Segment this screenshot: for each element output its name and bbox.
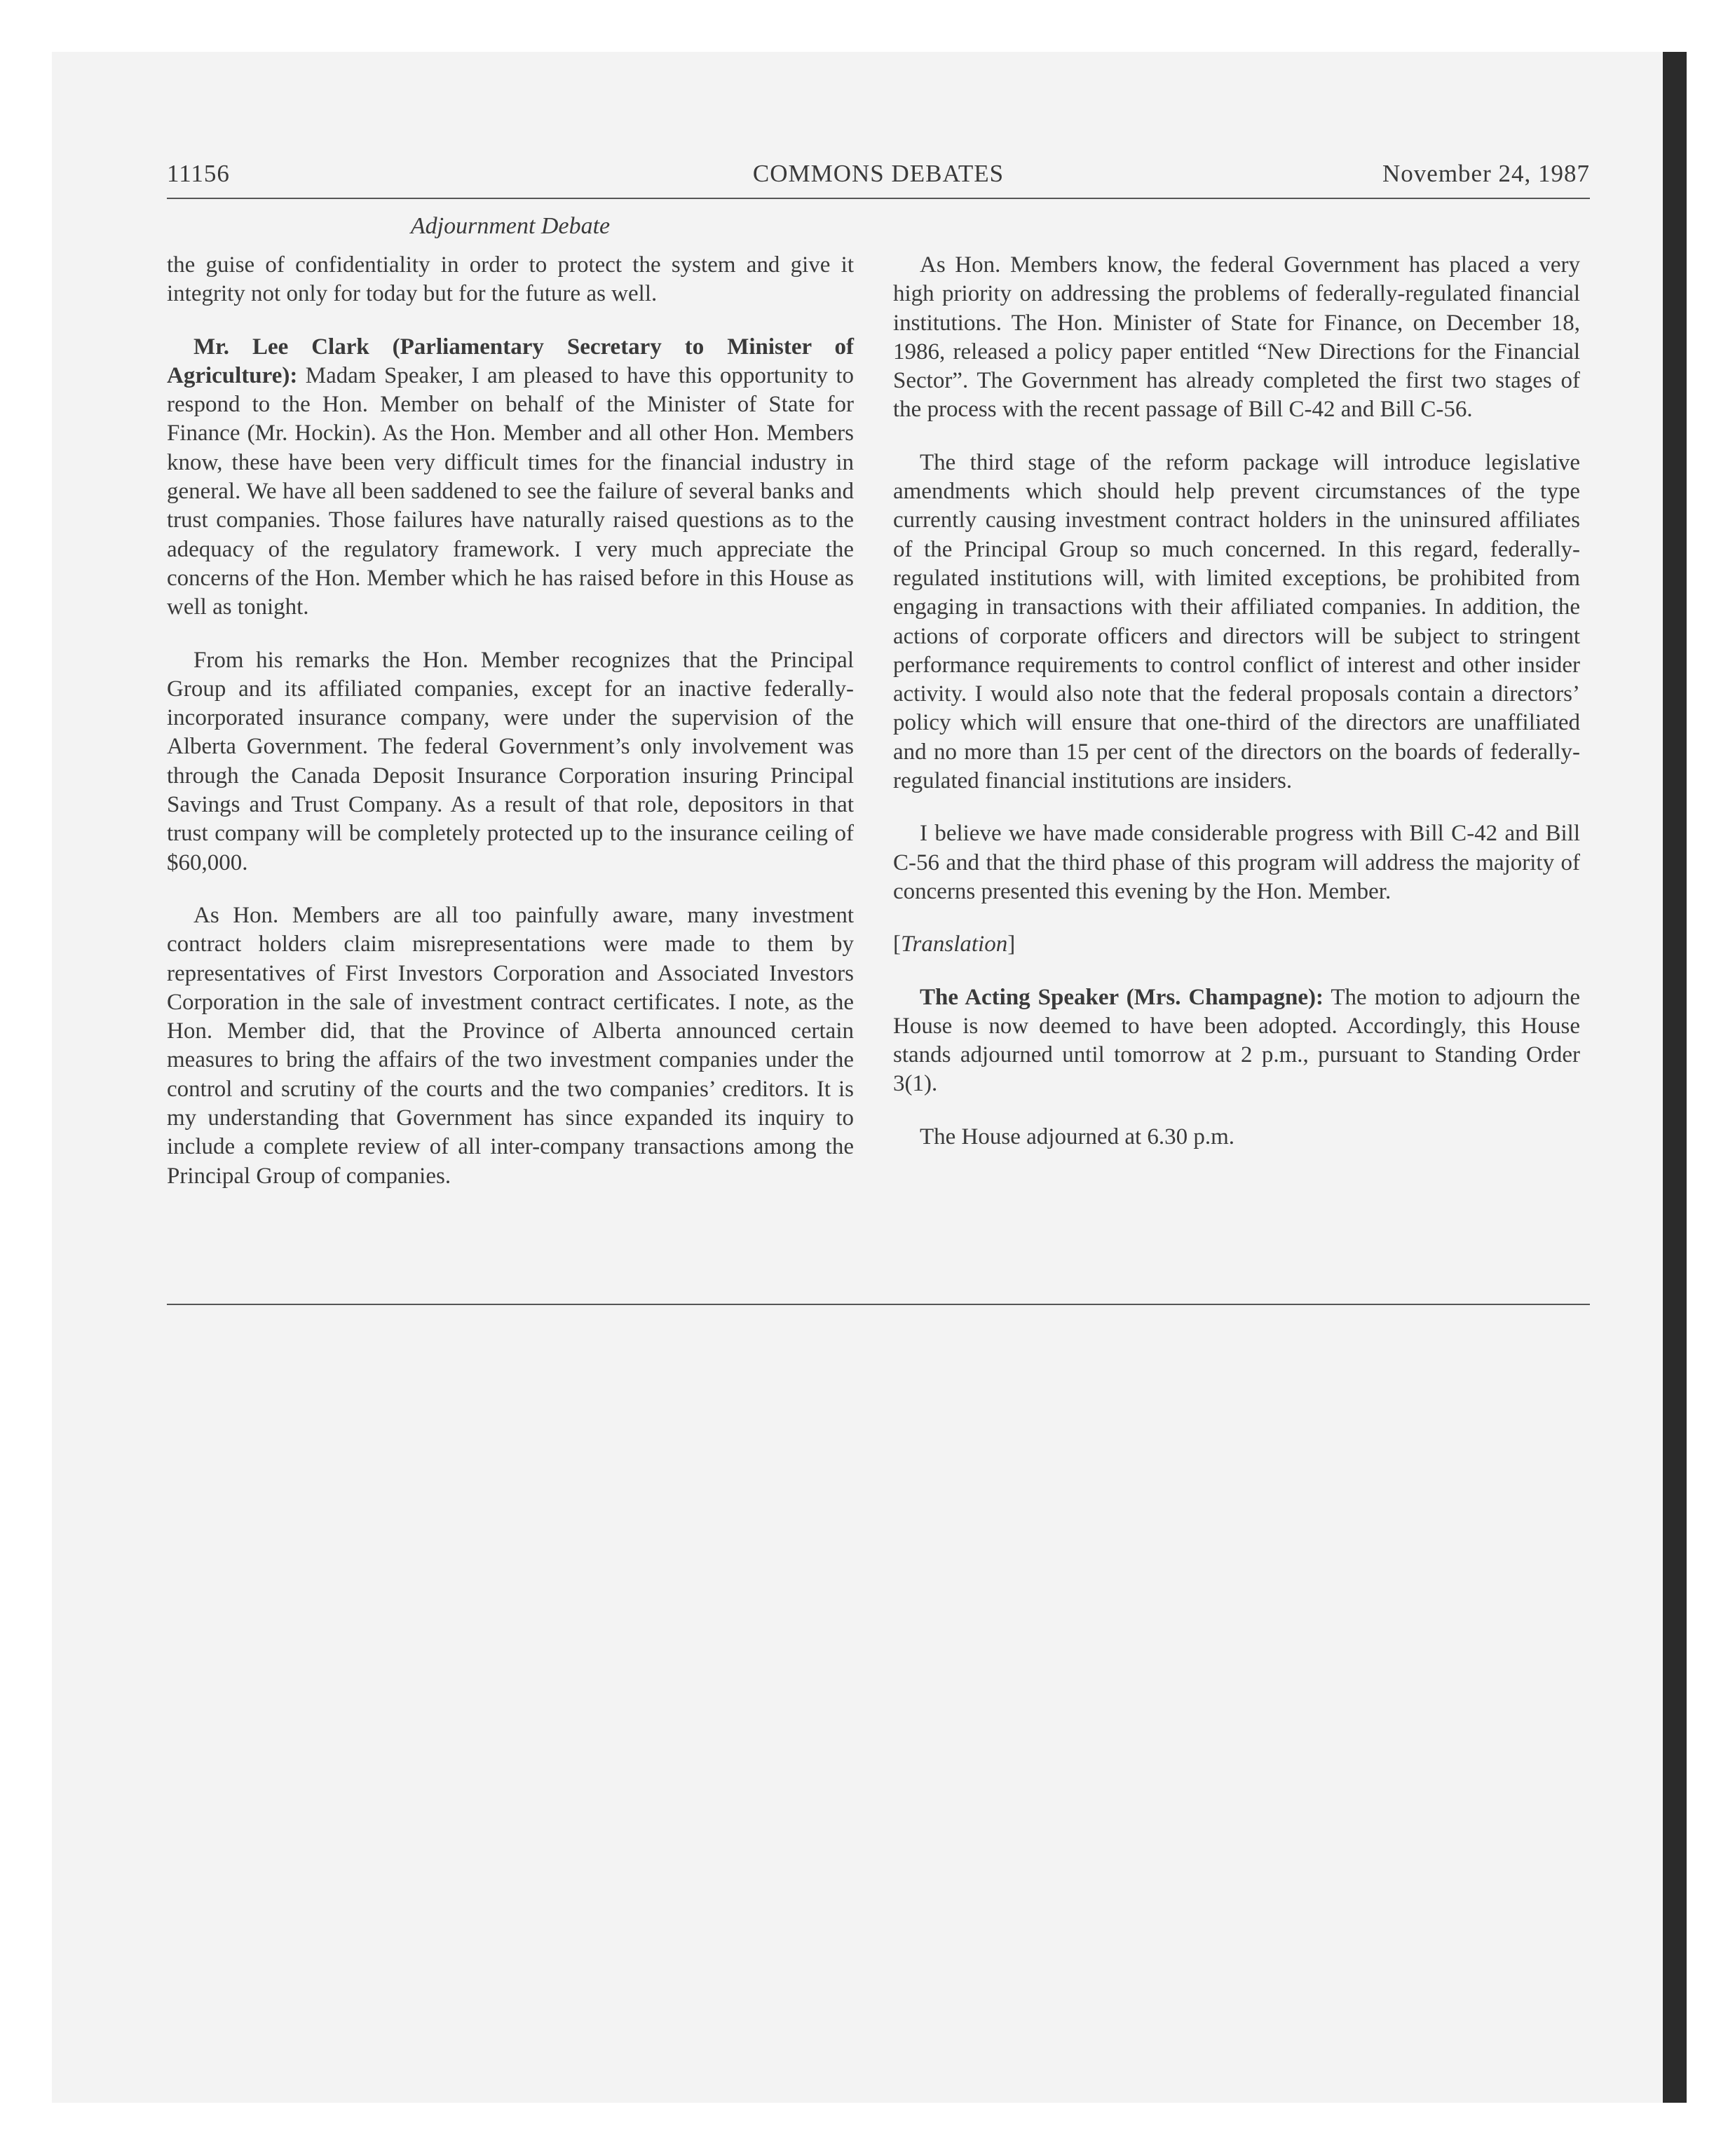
scan-edge-shadow bbox=[1663, 52, 1687, 2103]
speaker-name-detail: (Mrs. Champagne): bbox=[1118, 984, 1324, 1010]
paragraph: From his remarks the Hon. Member recognizes that the Principal Group and its affiliated companies, except for an inactive federally-incorporated insurance company, were under the supervision of the Alberta Government. The federal Government’s only involvement was through the Canada Deposit Insurance Corporation insuring Principal Savings and Trust Company. As a result of that role, depositors in that trust company will be completely protected up to the insurance ceiling of $60,000. bbox=[167, 647, 854, 875]
running-header bbox=[167, 160, 1590, 195]
bracket: [ bbox=[893, 932, 901, 957]
left-column bbox=[167, 251, 854, 1215]
right-column bbox=[893, 251, 1580, 1175]
text-columns bbox=[167, 251, 1590, 1316]
paragraph: The House adjourned at 6.30 p.m. bbox=[920, 1124, 1235, 1149]
section-title: Adjournment Debate bbox=[410, 213, 611, 239]
bracket: ] bbox=[1007, 932, 1016, 957]
speaker-qualifier bbox=[1119, 985, 1324, 1010]
paragraph: As Hon. Members know, the federal Government has placed a very high priority on addressing the problems of federally-regulated financial institutions. The Hon. Minister of State for Finance, on December 18, 1986, released a policy paper entitled “New Directions for the Financial Sector”. The Government has already completed the first two stages of the process with the recent passage of Bill C-42 and Bill C-56. bbox=[893, 252, 1580, 423]
speaker-name: The Acting Speaker bbox=[920, 984, 1119, 1010]
journal-title: COMMONS DEBATES bbox=[752, 160, 1005, 187]
publication-date: November 24, 1987 bbox=[1382, 160, 1590, 187]
paragraph: I believe we have made considerable progress with Bill C-42 and Bill C-56 and that the third phase of this program will address the majority of concerns presented this evening by the Hon. Member. bbox=[893, 821, 1580, 904]
paragraph: As Hon. Members are all too painfully aware, many investment contract holders claim misrepresentations were made to them by representatives of First Investors Corporation and Associated Investors Corporation in the sale of investment contract certificates. I note, as the Hon. Member did, that the Province of Alberta announced certain measures to bring the affairs of the two investment companies under the control and scrutiny of the courts and the two companies’ creditors. It is my understanding that Government has since expanded its inquiry to include a complete review of all inter-company transactions among the Principal Group of companies. bbox=[167, 902, 854, 1189]
paragraph bbox=[893, 983, 1580, 1099]
translation-note bbox=[893, 930, 1580, 959]
translation-label: Translation bbox=[901, 932, 1008, 957]
bottom-rule bbox=[167, 1304, 1590, 1305]
speech-text: Madam Speaker, I am pleased to have this opportunity to respond to the Hon. Member on behalf of the Minister of State for Finance (Mr. Hockin). As the Hon. Member and all other Hon. Members know, these have been very difficult times for the financial industry in general. We have all been saddened to see the failure of several banks and trust companies. Those failures have naturally raised questions as to the adequacy of the regulatory framework. I very much appreciate the concerns of the Hon. Member which he has raised before in this House as well as tonight. bbox=[167, 362, 854, 620]
header-rule bbox=[167, 198, 1590, 199]
page-number: 11156 bbox=[167, 160, 230, 187]
speech-text: The motion to adjourn the House is now deemed to have been adopted. Accordingly, this House stands adjourned until tomorrow at 2 p.m., pursuant to Standing Order 3(1). bbox=[893, 984, 1580, 1097]
document-page bbox=[167, 160, 1590, 1316]
speaker-name: Mr. Lee Clark (Parliamentary Secretary to Minister of Agriculture): bbox=[167, 334, 854, 388]
paragraph: The third stage of the reform package will introduce legislative amendments which should help prevent circumstances of the type currently causing investment contract holders in the uninsured affiliates of the Principal Group so much concerned. In this regard, federally-regulated institutions will, with limited exceptions, be prohibited from engaging in transactions with their affiliated companies. In addition, the actions of corporate officers and directors will be subject to stringent performance requirements to control conflict of interest and other insider activity. I would also note that the federal proposals contain a directors’ policy which will ensure that one-third of the directors are unaffiliated and no more than 15 per cent of the directors on the boards of federally-regulated financial institutions are insiders. bbox=[893, 449, 1580, 794]
paragraph bbox=[167, 333, 854, 622]
paragraph: the guise of confidentiality in order to protect the system and give it integrity not only for today but for the future as well. bbox=[167, 252, 854, 307]
